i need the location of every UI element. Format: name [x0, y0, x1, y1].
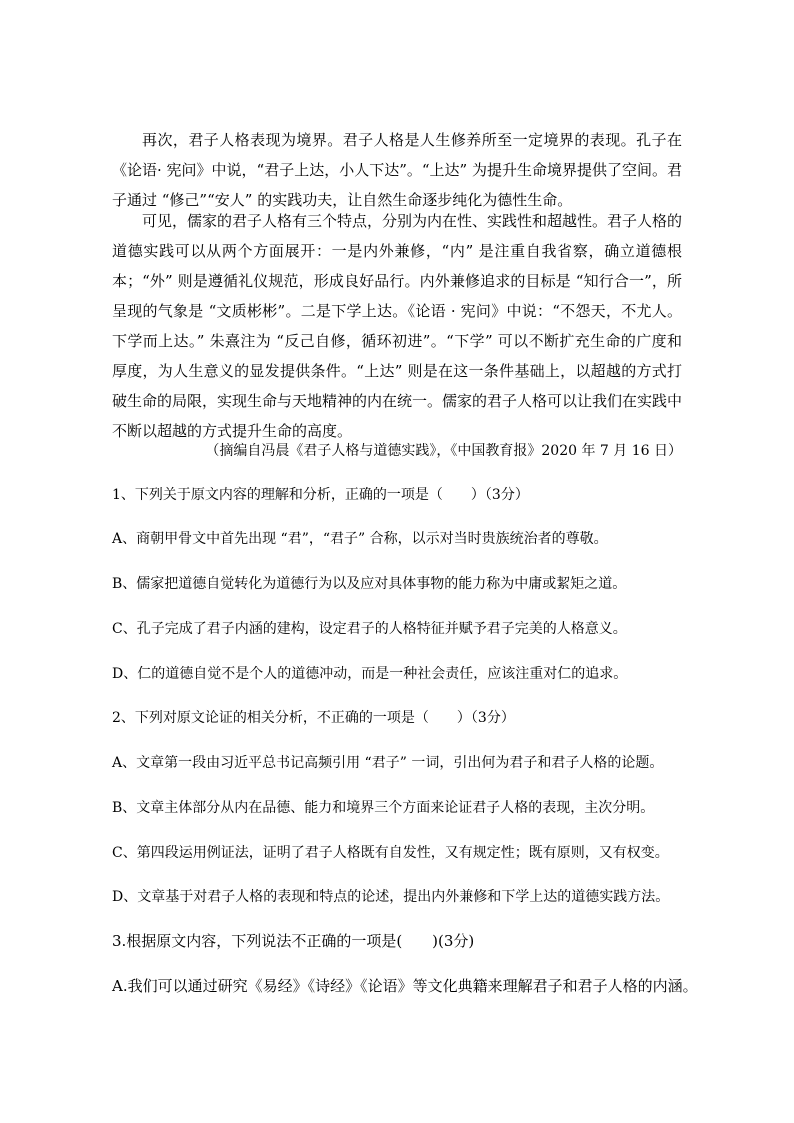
question-1-option-a: A、商朝甲骨文中首先出现 “君”，“君子” 合称，以示对当时贵族统治者的尊敬。: [112, 531, 608, 547]
question-2-option-d: D、文章基于对君子人格的表现和特点的论述，提出内外兼修和下学上达的道德实践方法。: [112, 889, 670, 905]
question-1-option-b: B、儒家把道德自觉转化为道德行为以及应对具体事物的能力称为中庸或絜矩之道。: [112, 576, 627, 592]
paragraph-realm: 再次，君子人格表现为境界。君子人格是人生修养所至一定境界的表现。孔子在《论语· 宪问》中说，“君子上达，小人下达”。“上达” 为提升生命境界提供了空间。君子通过 “修己”“安人” 的实践功夫，让自然生命逐步纯化为德性生命。: [112, 131, 682, 209]
question-2-stem: 2、下列对原文论证的相关分析，不正确的一项是（ ）（3分）: [112, 710, 515, 726]
question-3-stem: 3.根据原文内容，下列说法不正确的一项是( )(3分): [112, 932, 475, 950]
question-1-option-d: D、仁的道德自觉不是个人的道德冲动，而是一种社会责任，应该注重对仁的追求。: [112, 666, 628, 682]
question-1-stem: 1、下列关于原文内容的理解和分析，正确的一项是（ ）（3分）: [112, 487, 529, 503]
question-2-option-b: B、文章主体部分从内在品德、能力和境界三个方面来论证君子人格的表现，主次分明。: [112, 800, 655, 816]
question-2-option-c: C、第四段运用例证法，证明了君子人格既有自发性，又有规定性；既有原则，又有权变。: [112, 845, 669, 861]
paragraph-conclusion: 可见，儒家的君子人格有三个特点，分别为内在性、实践性和超越性。君子人格的道德实践可以从两个方面展开：一是内外兼修，“内” 是注重自我省察，确立道德根本；“外” 则是遵循礼仪规范，形成良好品行。内外兼修追求的目标是 “知行合一”，所呈现的气象是 “文质彬彬”。二是下学上达。《论语 · 宪问》中说：“不怨天，不尤人。下学而上达。” 朱熹注为 “反己自修，循环初进”。“下学” 可以不断扩充生命的广度和厚度，为人生意义的显发提供条件。“上达” 则是在这一条件基础上，以超越的方式打破生命的局限，实现生命与天地精神的内在统一。儒家的君子人格可以让我们在实践中不断以超越的方式提升生命的高度。: [112, 212, 683, 440]
question-1-option-c: C、孔子完成了君子内涵的建构，设定君子的人格特征并赋予君子完美的人格意义。: [112, 621, 627, 637]
question-3-option-a: A.我们可以通过研究《易经》《诗经》《论语》等文化典籍来理解君子和君子人格的内涵。: [112, 977, 698, 995]
source-citation: （摘编自冯晨《君子人格与道德实践》，《中国教育报》2020 年 7 月 16 日）: [205, 443, 682, 459]
question-2-option-a: A、文章第一段由习近平总书记高频引用 “君子” 一词，引出何为君子和君子人格的论题。: [112, 755, 664, 771]
